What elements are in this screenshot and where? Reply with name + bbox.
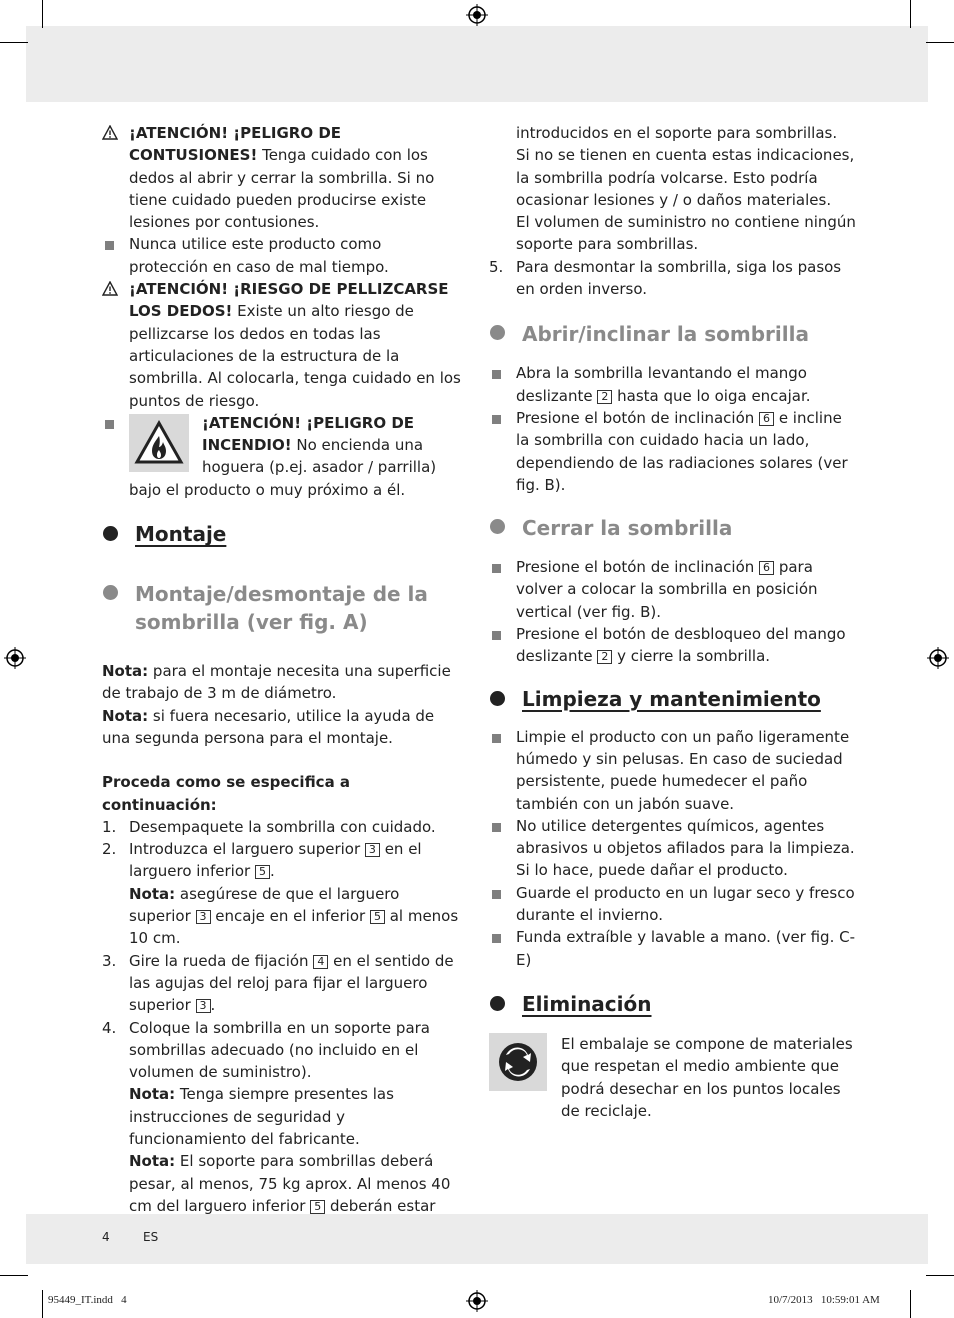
crop-mark [42,1290,43,1318]
crop-mark [42,0,43,28]
proceda-heading: Proceda como se especifica a continuación: [102,773,351,814]
warning-triangle-icon [102,125,118,140]
bullet-dot-icon [490,325,505,340]
bullet-dot-icon [490,519,505,534]
warning-triangle-icon [102,281,118,296]
square-bullet-icon [492,734,501,743]
heading-eliminacion: Eliminación [489,991,859,1017]
warning-text: ¡ATENCIÓN! ¡PELIGRO DE CONTUSIONES! Tenga cuidado con los dedos al abrir y cerrar la sombrilla. Si no tiene cuidado pueden producirse existe lesiones por contusiones. [129,124,435,232]
crop-mark [926,1275,954,1276]
step-4-continued: introducidos en el soporte para sombrillas. Si no se tienen en cuenta estas indicaciones, la sombrilla podría volcarse. Esto podría ocasionar lesiones y / o daños materiales. El volumen de suministro no contiene ningún soporte para sombrillas. [516,124,856,254]
bullet-item: Nunca utilice este producto como protección en caso de mal tiempo. [102,233,464,278]
bullet-item: No utilice detergentes químicos, agentes abrasivos u objetos afilados para la limpieza. Si lo hace, puede dañar el producto. [489,815,859,882]
crop-mark [910,1290,911,1318]
bullet-item: Presione el botón de inclinación 6 e incline la sombrilla con cuidado hacia un lado, dependiendo de las radiaciones solares (ver fig. B). [489,407,859,496]
square-bullet-icon [105,420,114,429]
warning-text: ¡ATENCIÓN! ¡PELIGRO DE INCENDIO! No encienda una hoguera (p.ej. asador / parrilla) [202,413,437,477]
bullet-dot-icon [103,585,118,600]
eliminacion-block: El embalaje se compone de materiales que respetan el medio ambiente que podrá desechar en los puntos locales de reciclaje. [489,1033,859,1122]
square-bullet-icon [492,564,501,573]
ref-number: 3 [196,999,211,1013]
registration-mark-icon [927,647,949,669]
crop-mark [0,1275,28,1276]
crop-mark [0,42,28,43]
warning-pellizcarse [102,278,464,412]
ref-number: 5 [255,865,270,879]
bullet-dot-icon [490,691,505,706]
ref-number: 2 [597,390,612,404]
nota-superficie: Nota: para el montaje necesita una superficie de trabajo de 3 m de diámetro. [102,662,451,703]
language-code: ES [143,1230,159,1244]
square-bullet-icon [105,241,114,250]
bullet-item: Limpie el producto con un paño ligeramente húmedo y sin pelusas. En caso de suciedad persistente, puede humedecer el paño también con un jabón suave. [489,726,859,815]
ref-number: 6 [759,561,774,575]
ref-number: 5 [310,1200,325,1214]
step-4: 4. Coloque la sombrilla en un soporte para sombrillas adecuado (no incluido en el volumen de suministro). Nota: Tenga siempre presentes las instrucciones de seguridad y funcionamiento del fabricante. Nota: El soporte para sombrillas deberá pesar, al menos, 75 kg aprox. Al menos 40 cm del larguero inferior 5 deberán estar [102,1018,451,1215]
ref-number: 4 [313,955,328,969]
step-1: 1. Desempaquete la sombrilla con cuidado. [102,817,436,836]
page-number: 4 [102,1230,110,1244]
square-bullet-icon [492,934,501,943]
heading-cerrar: Cerrar la sombrilla [489,514,859,542]
header-band [26,26,928,102]
square-bullet-icon [492,890,501,899]
bullet-dot-icon [490,996,505,1011]
heading-montaje-desmontaje: Montaje/desmontaje de la sombrilla (ver fig. A) [102,580,464,636]
file-slug: 95449_IT.indd 4 [48,1294,127,1306]
ref-number: 3 [365,843,380,857]
step-2: 2. Introduzca el larguero superior 3 en el larguero inferior 5 . Nota: asegúrese de que el larguero superior 3 encaje en el inferior 5 al menos 10 cm. [102,840,459,948]
square-bullet-icon [492,415,501,424]
step-5: 5. Para desmontar la sombrilla, siga los pasos en orden inverso. [489,257,842,299]
bullet-item: Abra la sombrilla levantando el mango deslizante 2 hasta que lo oiga encajar. [489,362,859,407]
bullet-item: Presione el botón de inclinación 6 para volver a colocar la sombrilla en posición vertical (ver fig. B). [489,556,859,623]
date-slug: 10/7/2013 10:59:01 AM [768,1294,880,1306]
bullet-item: Funda extraíble y lavable a mano. (ver fig. C-E) [489,926,859,971]
ref-number: 2 [597,650,612,664]
registration-mark-icon [466,1290,488,1312]
recycling-icon [489,1033,547,1091]
nota-ayuda: Nota: si fuera necesario, utilice la ayuda de una segunda persona para el montaje. [102,706,435,747]
crop-mark [910,0,911,28]
right-column [489,122,859,1122]
ref-number: 5 [370,910,385,924]
step-3: 3. Gire la rueda de fijación 4 en el sentido de las agujas del reloj para fijar el larguero superior 3 . [102,951,454,1015]
registration-mark-icon [4,647,26,669]
heading-limpieza: Limpieza y mantenimiento [489,686,859,712]
bullet-item: Presione el botón de desbloqueo del mango deslizante 2 y cierre la sombrilla. [489,623,859,668]
heading-montaje: Montaje [102,521,464,547]
ref-number: 3 [196,910,211,924]
registration-mark-icon [466,4,488,26]
bullet-item: Guarde el producto en un lugar seco y fresco durante el invierno. [489,882,859,927]
footer-band [26,1214,928,1264]
warning-incendio: ¡ATENCIÓN! ¡PELIGRO DE INCENDIO! No encienda una hoguera (p.ej. asador / parrilla) bajo el producto o muy próximo a él. [102,412,464,501]
fire-hazard-icon [129,414,189,472]
left-column [102,122,464,1217]
warning-text: ¡ATENCIÓN! ¡RIESGO DE PELLIZCARSE LOS DEDOS! Existe un alto riesgo de pellizcarse los dedos en todas las articulaciones de la estructura de la sombrilla. Al colocarla, tenga cuidado en los puntos de riesgo. [129,280,461,410]
square-bullet-icon [492,823,501,832]
square-bullet-icon [492,631,501,640]
warning-contusiones [102,122,464,233]
ref-number: 6 [759,412,774,426]
square-bullet-icon [492,370,501,379]
heading-abrir: Abrir/inclinar la sombrilla [489,320,859,348]
bullet-dot-icon [103,526,118,541]
crop-mark [926,42,954,43]
